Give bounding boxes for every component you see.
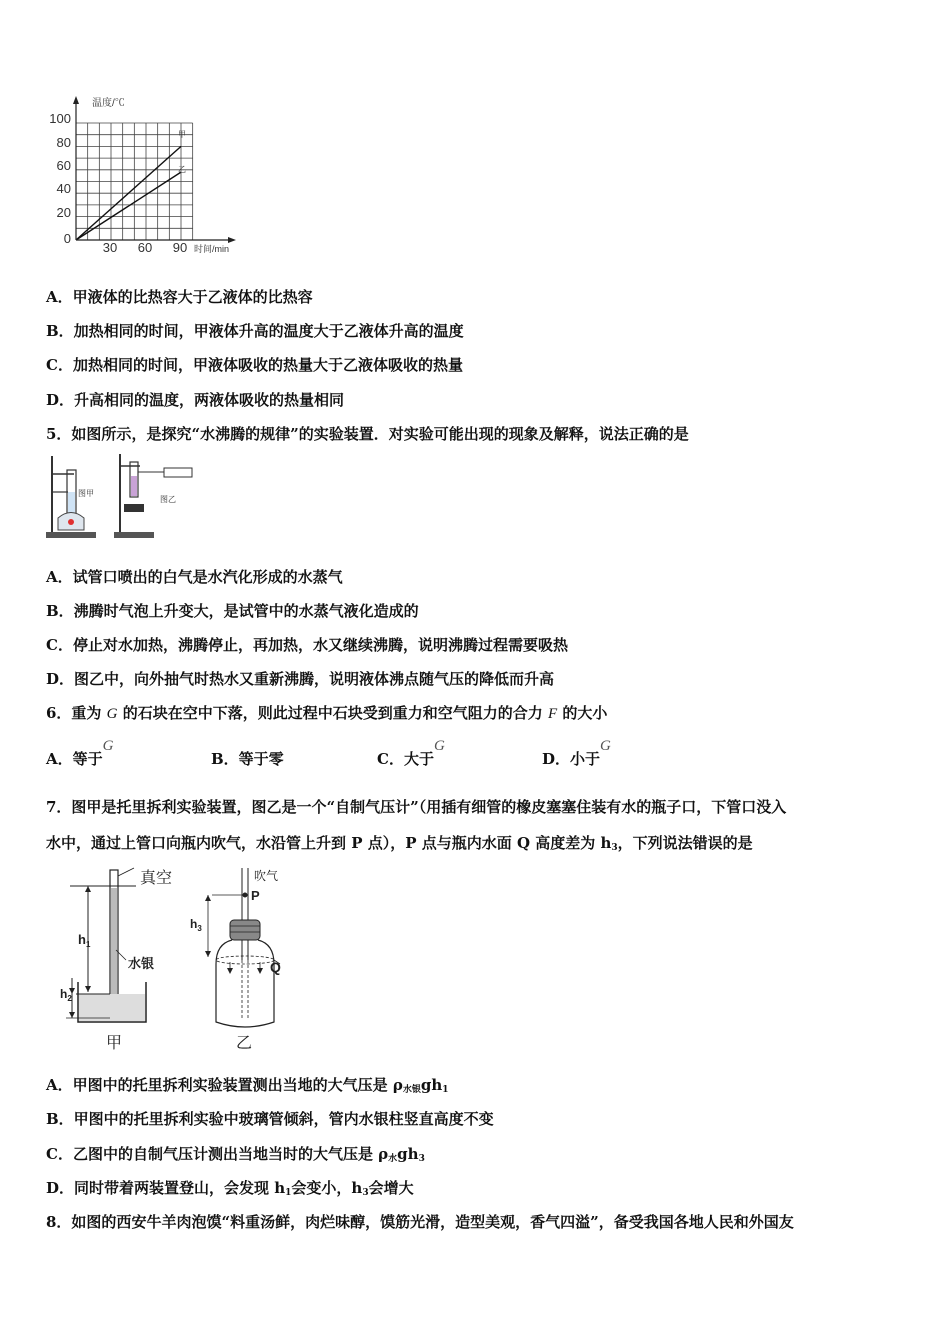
x-tick-label: 60 (137, 240, 153, 255)
h3-label (190, 917, 202, 933)
q6-option-a (46, 738, 114, 769)
q6-symbol-f: F (548, 706, 558, 722)
q4-option-a: A．甲液体的比热容大于乙液体的比热容 (46, 288, 313, 306)
temperature-time-chart (40, 92, 250, 257)
x-tick-label: 90 (172, 240, 188, 255)
q6-option-b: B．等于零 (211, 750, 284, 768)
q7-stem-line2 (46, 832, 753, 853)
q7-option-d (46, 1177, 414, 1198)
q7-stem-2b: ，下列说法错误的是 (617, 834, 753, 852)
q5-option-b: B．沸腾时气泡上升变大，是试管中的水蒸气液化造成的 (46, 602, 419, 620)
q7-option-b: B．甲图中的托里拆利实验中玻璃管倾斜，管内水银柱竖直高度不变 (46, 1110, 494, 1128)
q6-option-c (377, 738, 445, 769)
q7-c-sub: 水 (388, 1154, 398, 1164)
homemade-barometer (205, 868, 280, 1027)
y-tick-label: 0 (63, 231, 71, 246)
q6-option-d-text: D．小于 (542, 750, 601, 768)
y-axis-label: 温度/℃ (92, 98, 125, 109)
q7-stem-2a: 水中，通过上管口向瓶内吹气，水沿管上升到 P 点），P 点与瓶内水面 Q 高度差为 h (46, 834, 612, 852)
mercury-label: 水银 (128, 956, 155, 971)
h3-letter: h (190, 917, 198, 931)
q7-d-sub1: 1 (285, 1188, 292, 1198)
q6-stem (46, 702, 607, 723)
q6-option-d-symbol: G (600, 738, 611, 754)
q7-a-sub2: 1 (442, 1085, 449, 1095)
series-label-jia: 甲 (178, 130, 186, 139)
h2-letter: h (60, 987, 68, 1001)
q-label: Q (270, 959, 281, 975)
h2-sub: 2 (67, 994, 72, 1003)
h1-label (78, 932, 91, 949)
q6-stem-part2: 的石块在空中下落，则此过程中石块受到重力和空气阻力的合力 (122, 704, 543, 722)
fig-a-label: 图甲 (78, 489, 94, 498)
chart-grid (76, 123, 193, 240)
q6-option-c-symbol: G (433, 738, 445, 754)
q6-option-a-text: A．等于 (46, 750, 103, 768)
series-line-yi (76, 172, 181, 240)
q6-options (46, 736, 926, 776)
h3-sub: 3 (197, 924, 202, 933)
q7-c-sub2: 3 (418, 1154, 425, 1164)
q6-stem-part3: 的大小 (562, 704, 608, 722)
y-tick-label: 100 (49, 111, 71, 126)
y-axis-arrow (73, 96, 79, 104)
x-tick-label: 30 (102, 240, 118, 255)
fig-b-label: 图乙 (160, 495, 176, 504)
q8-stem: 8．如图的西安牛羊肉泡馍“料重汤鲜，肉烂味醇，馍筋光滑，造型美观，香气四溢”，备受我国各地人民和外国友 (46, 1213, 794, 1231)
q6-option-c-text: C．大于 (377, 750, 434, 768)
h1-sub: 1 (85, 940, 91, 949)
boiling-apparatus-figure (44, 452, 204, 542)
q6-option-d (542, 738, 611, 769)
q7-stem-line1: 7．图甲是托里拆利实验装置，图乙是一个“自制气压计”（用插有细管的橡皮塞塞住装有水的瓶子口，下管口没入 (46, 798, 787, 816)
q7-a-2: gh (420, 1076, 443, 1094)
y-tick-label: 60 (56, 158, 71, 173)
q4-option-c: C．加热相同的时间，甲液体吸收的热量大于乙液体吸收的热量 (46, 356, 463, 374)
q5-option-a: A．试管口喷出的白气是水汽化形成的水蒸气 (46, 568, 343, 586)
y-tick-label: 80 (56, 135, 71, 150)
q6-symbol-g: G (106, 706, 118, 722)
q7-stem-2sub: 3 (611, 843, 618, 853)
q4-option-d: D．升高相同的温度，两液体吸收的热量相同 (46, 391, 345, 409)
q4-option-b: B．加热相同的时间，甲液体升高的温度大于乙液体升高的温度 (46, 322, 464, 340)
series-label-yi: 乙 (178, 165, 186, 174)
q5-option-c: C．停止对水加热，沸腾停止，再加热，水又继续沸腾，说明沸腾过程需要吸热 (46, 636, 568, 654)
blow-label: 吹气 (254, 869, 279, 883)
vacuum-label: 真空 (140, 870, 173, 887)
q5-option-d: D．图乙中，向外抽气时热水又重新沸腾，说明液体沸点随气压的降低而升高 (46, 670, 555, 688)
p-label: P (251, 888, 260, 903)
q7-a-1: A．甲图中的托里拆利实验装置测出当地的大气压是 ρ (46, 1076, 403, 1094)
q7-a-sub: 水银 (402, 1085, 421, 1095)
q7-option-a (46, 1074, 449, 1095)
q7-d-sub2: 3 (362, 1188, 369, 1198)
x-axis-arrow (228, 237, 236, 243)
fig-b-stand (114, 454, 192, 538)
q7-option-c (46, 1143, 425, 1164)
y-tick-label: 40 (56, 181, 71, 196)
q7-c-2: gh (397, 1145, 419, 1163)
q7-d-3: 会增大 (368, 1179, 414, 1197)
q7-c-1: C．乙图中的自制气压计测出当地当时的大气压是 ρ (46, 1145, 389, 1163)
yi-label: 乙 (236, 1035, 253, 1052)
q7-d-2: 会变小，h (291, 1179, 363, 1197)
q6-stem-part1: 6．重为 (46, 704, 102, 722)
q7-d-1: D．同时带着两装置登山，会发现 h (46, 1179, 286, 1197)
h1-letter: h (78, 932, 86, 947)
jia-label: 甲 (106, 1035, 123, 1052)
q6-option-a-symbol: G (102, 738, 114, 754)
x-axis-label: 时间/min (194, 244, 230, 254)
barometer-figure (56, 864, 296, 1056)
y-tick-label: 20 (56, 205, 71, 220)
q5-stem: 5．如图所示，是探究“水沸腾的规律”的实验装置．对实验可能出现的现象及解释，说法正确的是 (46, 425, 689, 443)
